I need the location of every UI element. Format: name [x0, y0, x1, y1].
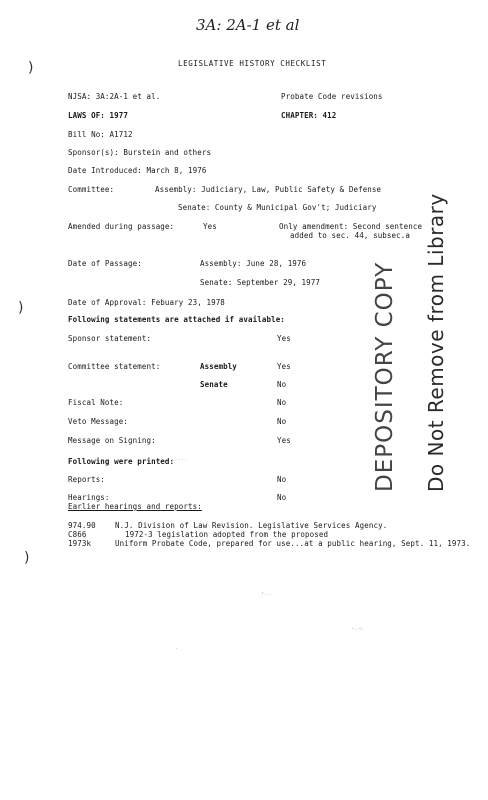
reference-text: 1972-3 legislation adopted from the proposed — [125, 530, 329, 539]
committee-assembly: Assembly: Judiciary, Law, Public Safety & Defense — [155, 185, 382, 194]
amended-value: Yes — [203, 222, 217, 231]
passage-assembly: Assembly: June 28, 1976 — [200, 259, 307, 268]
reference-code: C866 — [68, 530, 87, 539]
reference-text: Uniform Probate Code, prepared for use...at a public hearing, Sept. 11, 1973. — [115, 539, 471, 548]
approval-date: Date of Approval: Febuary 23, 1978 — [68, 298, 225, 307]
following-printed-heading: Following were printed: — [68, 457, 175, 466]
reference-code: 1973k — [68, 539, 92, 548]
committee-statement-assembly-value: Yes — [277, 362, 291, 371]
binder-mark-top: ) — [28, 60, 34, 76]
veto-message-value: No — [277, 417, 287, 426]
amended-label: Amended during passage: — [68, 222, 175, 231]
date-introduced-field: Date Introduced: March 8, 1976 — [68, 166, 207, 175]
laws-of-field: LAWS OF: 1977 — [68, 111, 128, 120]
following-attached-heading: Following statements are attached if available: — [68, 315, 285, 324]
reports-value: No — [277, 475, 287, 484]
earlier-hearings-heading: Earlier hearings and reports: — [68, 502, 202, 511]
committee-statement-label: Committee statement: — [68, 362, 161, 371]
scan-speck: ' · · — [262, 592, 270, 598]
committee-statement-senate-value: No — [277, 380, 287, 389]
amendment-note-line1: Only amendment: Second sentence — [279, 222, 423, 231]
signing-message-value: Yes — [277, 436, 291, 445]
hearings-value: No — [277, 493, 287, 502]
scan-speck: · · · · · — [172, 457, 187, 463]
scan-speck: - . ·:· — [352, 626, 364, 632]
scan-speck: · — [176, 646, 178, 652]
njsa-field: NJSA: 3A:2A-1 et al. — [68, 92, 161, 101]
reference-code: 974.90 — [68, 521, 96, 530]
handwritten-citation: 3A: 2A-1 et al — [196, 16, 300, 34]
hearings-label: Hearings: — [68, 493, 110, 502]
amendment-note-line2: added to sec. 44, subsec.a — [290, 231, 410, 240]
passage-senate: Senate: September 29, 1977 — [200, 278, 320, 287]
sponsor-statement-value: Yes — [277, 334, 291, 343]
committee-label: Committee: — [68, 185, 115, 194]
sponsors-field: Sponsor(s): Burstein and others — [68, 148, 212, 157]
depository-stamp-line2: Do Not Remove from Library — [424, 193, 448, 492]
depository-stamp-line1: DEPOSITORY COPY — [372, 261, 398, 492]
fiscal-note-value: No — [277, 398, 287, 407]
passage-label: Date of Passage: — [68, 259, 142, 268]
committee-statement-assembly-label: Assembly — [200, 362, 237, 371]
fiscal-note-label: Fiscal Note: — [68, 398, 124, 407]
bill-no-field: Bill No: A1712 — [68, 130, 133, 139]
signing-message-label: Message on Signing: — [68, 436, 156, 445]
binder-mark-middle: ) — [18, 300, 24, 316]
sponsor-statement-label: Sponsor statement: — [68, 334, 152, 343]
binder-mark-bottom: ) — [24, 550, 30, 566]
reports-label: Reports: — [68, 475, 105, 484]
document-title: LEGISLATIVE HISTORY CHECKLIST — [178, 59, 327, 68]
subject-field: Probate Code revisions — [281, 92, 383, 101]
committee-statement-senate-label: Senate — [200, 380, 228, 389]
reference-text: N.J. Division of Law Revision. Legislative Services Agency. — [115, 521, 388, 530]
veto-message-label: Veto Message: — [68, 417, 128, 426]
committee-senate: Senate: County & Municipal Gov't; Judiciary — [178, 203, 377, 212]
chapter-field: CHAPTER: 412 — [281, 111, 337, 120]
